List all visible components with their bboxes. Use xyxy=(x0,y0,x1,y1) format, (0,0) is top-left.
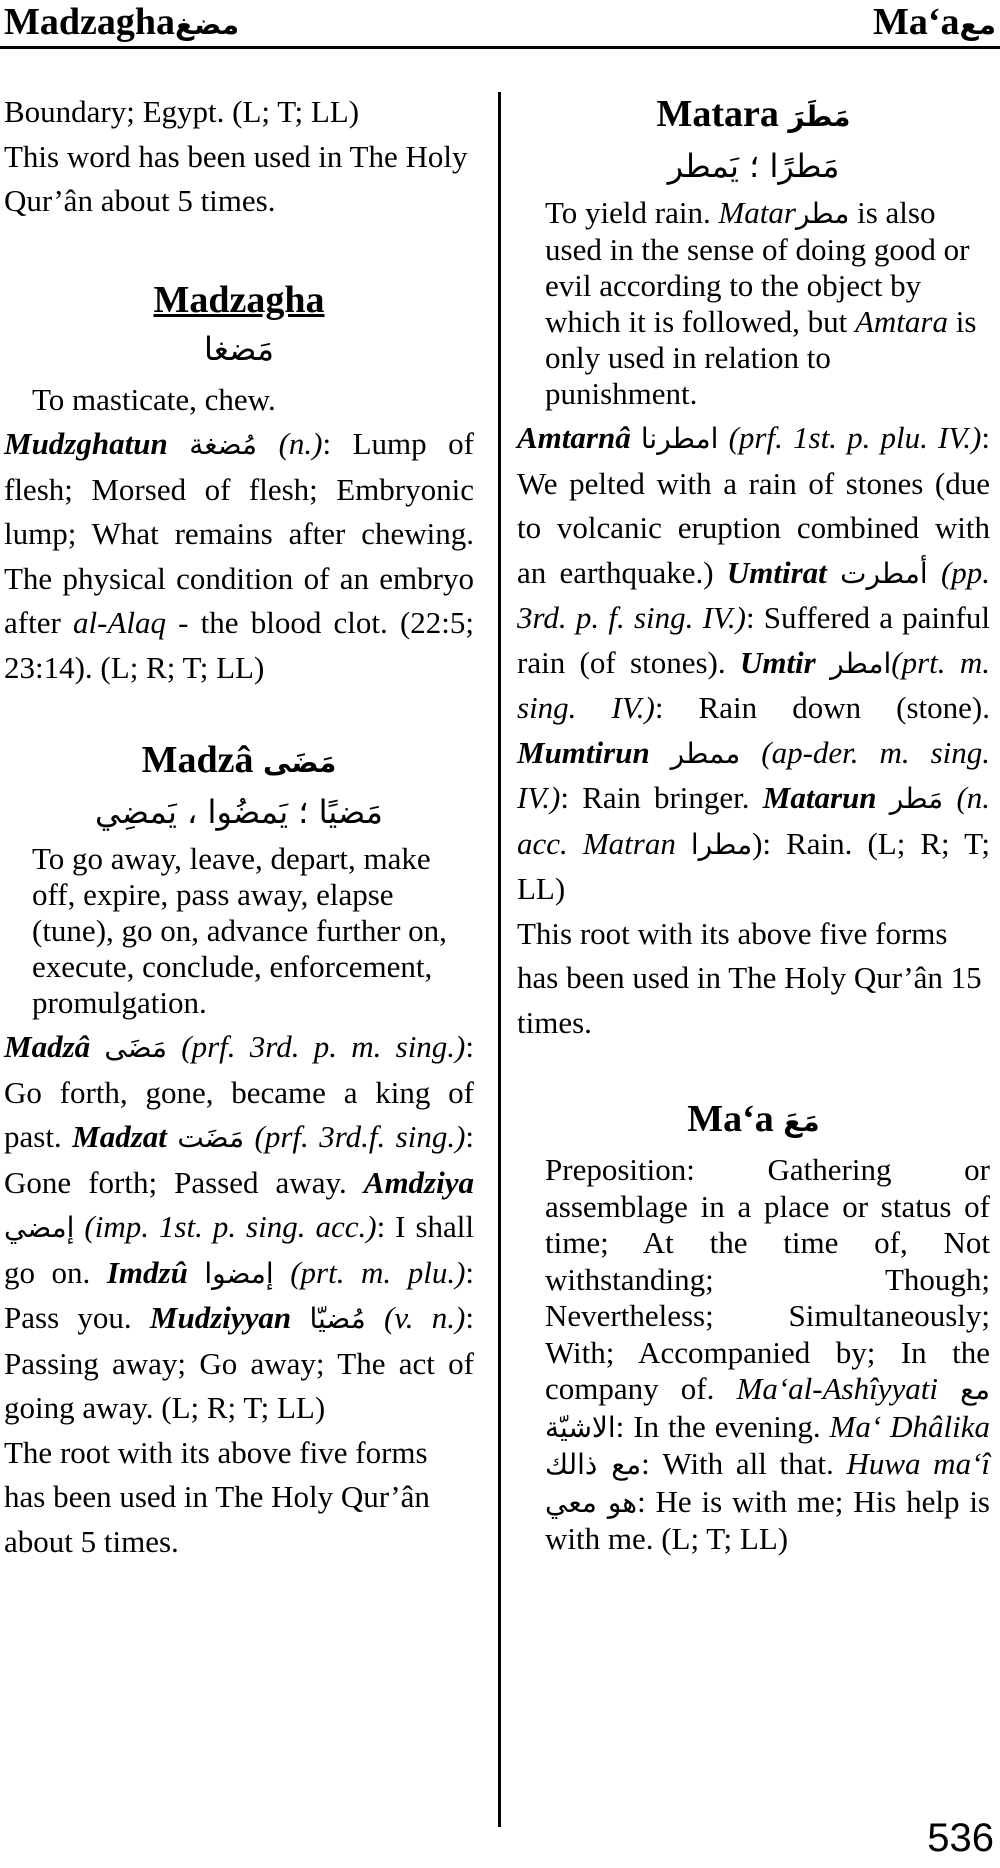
form-text: : We pelted with a rain of stones (due to volcanic eruption combined with an earthquake.) xyxy=(517,420,991,590)
form-arabic: مَطر xyxy=(889,782,944,815)
entry-title xyxy=(517,1095,990,1146)
intro-line-1: Boundary; Egypt. (L; T; LL) xyxy=(4,94,360,129)
header-rule xyxy=(0,46,1000,49)
left-column xyxy=(4,90,474,1564)
form-arabic: إمضي xyxy=(4,1211,75,1244)
form-gram: (n.) xyxy=(278,426,323,461)
entry-title xyxy=(517,90,990,141)
form-gram: (prt. m. plu.) xyxy=(290,1254,466,1290)
entry-arabic: مَطرًا ؛ يَمطر xyxy=(667,147,840,185)
form-gram: (n. acc. Matran xyxy=(517,780,991,861)
entry-arabic: مَضيًا ؛ يَمضُوا ، يَمضِي xyxy=(95,793,383,831)
form-arabic: أمطرت xyxy=(840,556,928,590)
form-gram: (prt. m. sing. IV.) xyxy=(517,644,991,725)
entry-definition xyxy=(517,195,990,412)
form-gram: (prf. 3rd.f. sing.) xyxy=(254,1119,466,1154)
form-term: Amtarnâ xyxy=(517,420,631,455)
example-3-arabic: هو معي xyxy=(545,1485,638,1519)
form-text: : Rain bringer. xyxy=(560,780,763,815)
header-left-title xyxy=(4,0,239,47)
form-text: : Gone forth; Passed away. xyxy=(4,1119,475,1200)
example-2: Ma‘ Dhâlika xyxy=(829,1408,990,1444)
form-term: Umtir xyxy=(739,644,816,680)
form-term: Mumtirun xyxy=(517,734,650,770)
form-text: : Suffered a painful rain (of stones). xyxy=(517,600,990,680)
form-arabic: امطرنا xyxy=(640,422,719,455)
def-text: To yield rain. xyxy=(545,195,719,230)
form-text: : Pass you. xyxy=(4,1254,475,1335)
form-text: : Go forth, gone, became a king of past. xyxy=(4,1029,475,1154)
header-left-word: Madzagha xyxy=(4,1,175,43)
entry-closing: The root with its above five forms has been used in The Holy Qur’ân about 5 times. xyxy=(4,1434,430,1559)
form-gram-arabic: مطرا xyxy=(690,827,753,861)
form-text: : I shall go on. xyxy=(4,1209,474,1290)
form-term: Umtirat xyxy=(726,554,827,590)
form-text-2: - the blood clot. (22:5; 23:14). (L; R; T; LL) xyxy=(4,605,474,685)
form-text: : Rain down (stone). xyxy=(654,690,990,725)
def-italic: Matar xyxy=(718,195,796,230)
entry-madza xyxy=(4,736,474,1564)
example-3: Huwa ma‘î xyxy=(846,1446,991,1481)
page-header xyxy=(0,0,1000,50)
entry-title xyxy=(4,276,474,324)
example-1-arabic: مع الاشيّة xyxy=(545,1373,990,1444)
form-arabic: ممطر xyxy=(670,736,741,770)
def-text-2: is also used in the sense of doing good or evil according to the object by which it is followed, but xyxy=(545,195,970,339)
page-number: 536 xyxy=(927,1816,994,1860)
entry-closing: This root with its above five forms has been used in The Holy Qur’ân 15 times. xyxy=(517,915,982,1040)
form-arabic: مَضَت xyxy=(177,1121,245,1154)
form-text: : Lump of flesh; Morsed of flesh; Embryonic lump; What remains after chewing. The physical condition of an embryo after xyxy=(4,426,474,640)
def-text: Preposition: Gathering or assemblage in a place or status of time; At the time of, Not withstanding; Though; Nevertheless; Simultaneously; With; Accompanied by; In the company of. xyxy=(545,1152,990,1406)
entry-forms xyxy=(517,416,990,912)
entry-forms xyxy=(4,1025,474,1431)
column-divider xyxy=(498,92,501,1827)
entry-arabic: مَضغا xyxy=(203,329,275,368)
form-gram: (prf. 3rd. p. m. sing.) xyxy=(181,1029,466,1064)
spacer xyxy=(4,690,474,736)
entry-title-text: Madzâ xyxy=(141,739,254,781)
header-right-arabic: مع xyxy=(959,8,996,41)
form-term: Madzat xyxy=(72,1119,167,1154)
entry-matara xyxy=(517,90,990,1045)
entry-form xyxy=(4,422,474,690)
form-term: Mudzghatun xyxy=(4,426,168,461)
entry-definition xyxy=(517,1152,990,1558)
entry-title-arabic: مَضَى xyxy=(263,746,337,779)
form-arabic: امطر xyxy=(830,646,892,680)
entry-definition: To go away, leave, depart, make off, expire, pass away, elapse (tune), go on, advance further on, execute, conclude, enforcement, promulgation. xyxy=(32,841,447,1020)
def-text-3: is only used in relation to punishment. xyxy=(545,304,977,411)
form-gram: (v. n.) xyxy=(384,1300,466,1335)
form-arabic: مُضيّا xyxy=(309,1302,366,1335)
right-column xyxy=(517,90,990,1558)
form-gram: (pp. 3rd. p. f. sing. IV.) xyxy=(517,554,991,635)
entry-madzagha xyxy=(4,276,474,691)
form-term: Matarun xyxy=(762,780,877,815)
form-text: ): Rain. (L; R; T; LL) xyxy=(517,825,990,906)
entry-title-arabic: مَعَ xyxy=(783,1105,820,1138)
example-2-text: : With all that. xyxy=(641,1446,847,1481)
form-italic: al-Alaq xyxy=(72,605,166,640)
form-gram: (prf. 1st. p. plu. IV.) xyxy=(728,420,982,455)
form-text: : Passing away; Go away; The act of going away. (L; R; T; LL) xyxy=(4,1300,475,1425)
def-arabic: مطر xyxy=(795,197,850,230)
entry-title-text: Matara xyxy=(656,93,779,135)
entry-definition: To masticate, chew. xyxy=(32,381,276,417)
example-2-arabic: مع ذالك xyxy=(545,1448,642,1481)
header-right-word: Ma‘a xyxy=(873,1,960,43)
spacer xyxy=(517,1045,990,1095)
example-1: Ma‘al-Ashîyyati xyxy=(736,1371,938,1406)
entry-maa xyxy=(517,1095,990,1558)
entry-title-text: Ma‘a xyxy=(687,1098,774,1140)
form-arabic: مَضَى xyxy=(104,1031,168,1064)
form-term: Madzâ xyxy=(4,1029,91,1064)
form-arabic: مُضغة xyxy=(189,428,258,461)
form-term: Mudziyyan xyxy=(149,1300,292,1335)
entry-title xyxy=(4,736,474,787)
form-arabic: إمضوا xyxy=(204,1256,274,1290)
header-left-arabic: مضغ xyxy=(175,8,240,41)
form-gram: (ap-der. m. sing. IV.) xyxy=(517,734,991,815)
form-term: Imdzû xyxy=(106,1254,188,1290)
intro-line-2: This word has been used in The Holy Qur’ân about 5 times. xyxy=(4,138,468,218)
form-gram: (imp. 1st. p. sing. acc.) xyxy=(84,1209,377,1244)
spacer xyxy=(4,224,474,276)
def-italic-2: Amtara xyxy=(854,304,948,339)
entry-title-text: Madzagha xyxy=(153,278,325,321)
example-3-text: : He is with me; His help is with me. (L; T; LL) xyxy=(545,1483,990,1556)
header-right-title xyxy=(873,0,996,47)
form-term: Amdziya xyxy=(363,1164,474,1200)
entry-title-arabic: مَطَرَ xyxy=(788,100,851,133)
example-1-text: : In the evening. xyxy=(615,1408,830,1444)
